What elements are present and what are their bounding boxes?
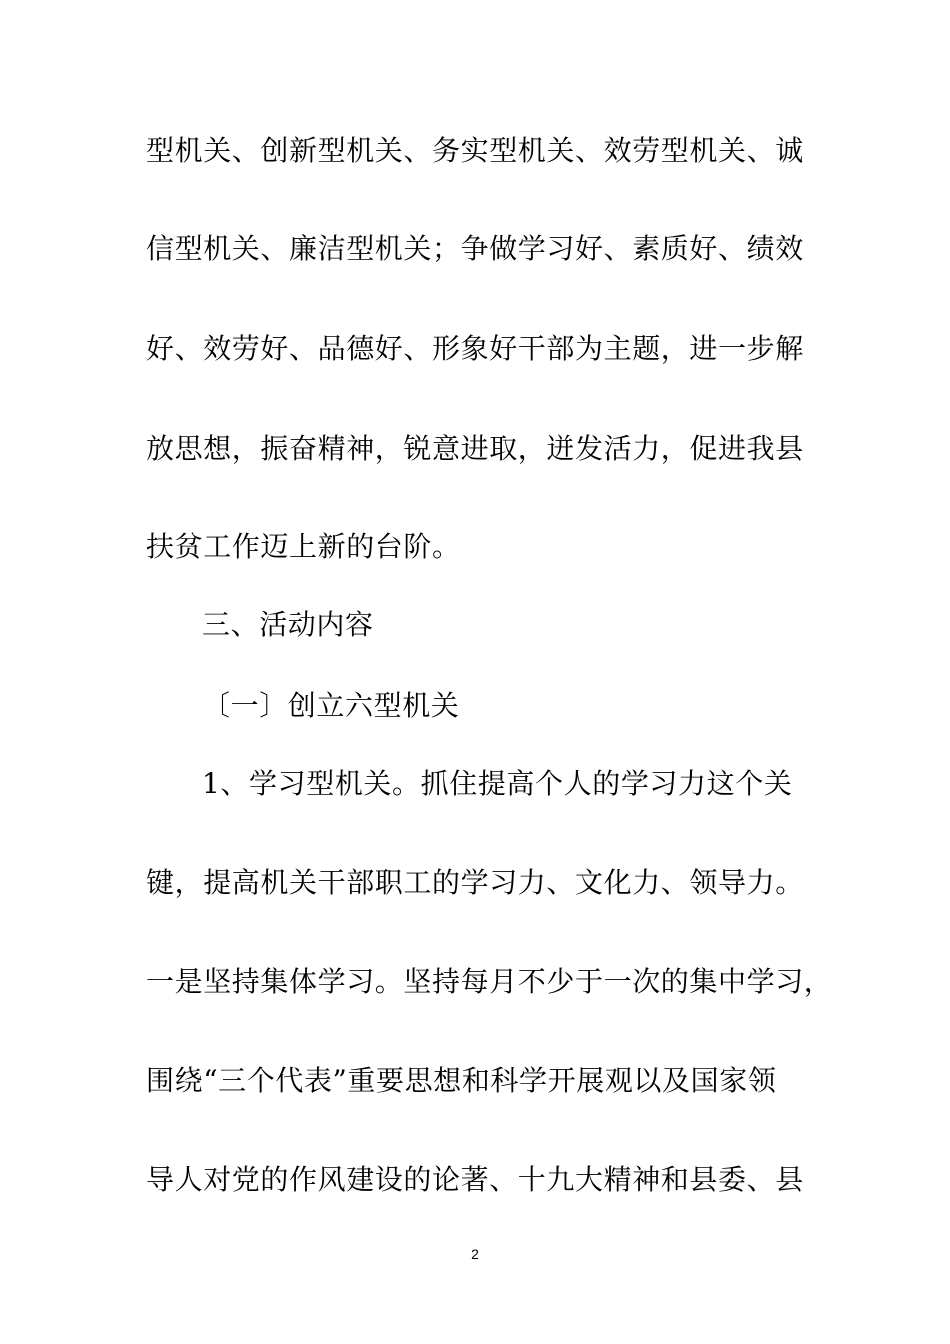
- body-text-line-3: 好、效劳好、品德好、形象好干部为主题，进一步解: [146, 332, 804, 365]
- body-text-line-11: 围绕“三个代表”重要思想和科学开展观以及国家领: [146, 1064, 777, 1097]
- subsection-heading: 〔一〕创立六型机关: [202, 689, 460, 722]
- body-text-line-12: 导人对党的作风建设的论著、十九大精神和县委、县: [146, 1163, 804, 1196]
- body-text-line-4: 放思想，振奋精神，锐意进取，迸发活力，促进我县: [146, 432, 804, 465]
- body-text-line-5: 扶贫工作迈上新的台阶。: [146, 530, 461, 563]
- section-heading: 三、活动内容: [202, 608, 374, 641]
- body-text-line-2: 信型机关、廉洁型机关；争做学习好、素质好、绩效: [146, 232, 804, 265]
- body-text-line-1: 型机关、创新型机关、务实型机关、效劳型机关、诚: [146, 134, 804, 167]
- body-text-line-9: 键，提高机关干部职工的学习力、文化力、领导力。: [146, 866, 804, 899]
- page-number: 2: [471, 1246, 479, 1262]
- body-text-line-10: 一是坚持集体学习。坚持每月不少于一次的集中学习，: [146, 965, 833, 998]
- item-heading-line: 1、学习型机关。抓住提高个人的学习力这个关: [202, 767, 793, 800]
